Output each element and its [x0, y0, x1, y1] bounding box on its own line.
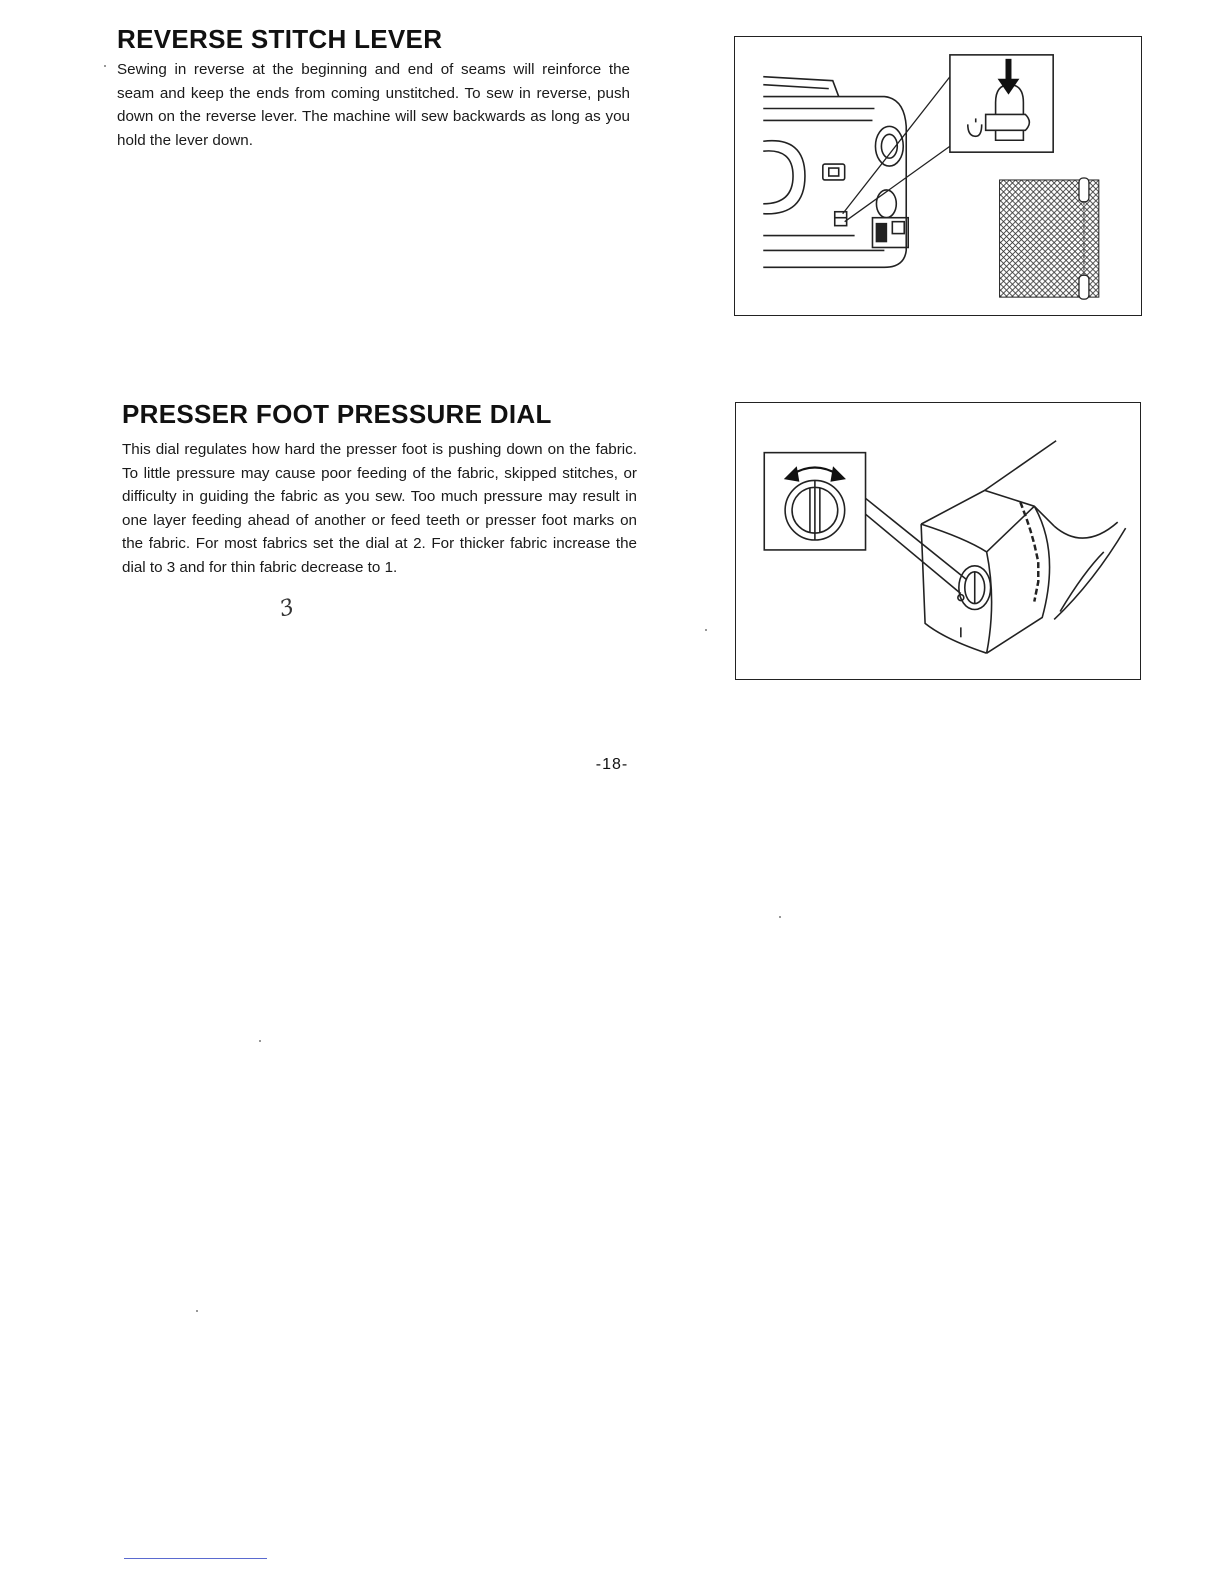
page-number: -18- [595, 756, 629, 773]
section-title-reverse-stitch-lever: REVERSE STITCH LEVER [117, 24, 443, 54]
scan-speck [259, 1040, 261, 1042]
section-body-presser-foot-pressure-dial: This dial regulates how hard the presser foot is pushing down on the fabric. To little pressure may cause poor feeding of the fabric, skipped stitches, or difficulty in guiding the fabric as you sew. Too much pressure may result in one layer feeding ahead of another or feed teeth or presser foot marks on the fabric. For most fabrics set the dial at 2. For thicker fabric increase the dial to 3 and for thin fabric decrease to 1. [122, 441, 637, 576]
presser-foot-dial-illustration [735, 402, 1141, 680]
scan-speck [705, 629, 707, 631]
section-title-presser-foot-pressure-dial: PRESSER FOOT PRESSURE DIAL [122, 399, 552, 429]
reverse-lever-illustration [734, 36, 1142, 316]
scan-speck [779, 916, 781, 918]
presser-foot-dial-drawing [736, 403, 1140, 679]
scan-speck [104, 65, 106, 67]
sewing-machine-reverse-lever-drawing [735, 37, 1141, 315]
scan-edge-line [124, 1558, 267, 1559]
handwritten-annotation: 3 [277, 594, 297, 623]
section-body-reverse-stitch-lever: Sewing in reverse at the beginning and end of seams will reinforce the seam and keep the ends from coming unstitched. To sew in reverse, push down on the reverse lever. The machine will sew backwards as long as you hold the lever down. [117, 61, 630, 149]
scan-speck [196, 1310, 198, 1312]
